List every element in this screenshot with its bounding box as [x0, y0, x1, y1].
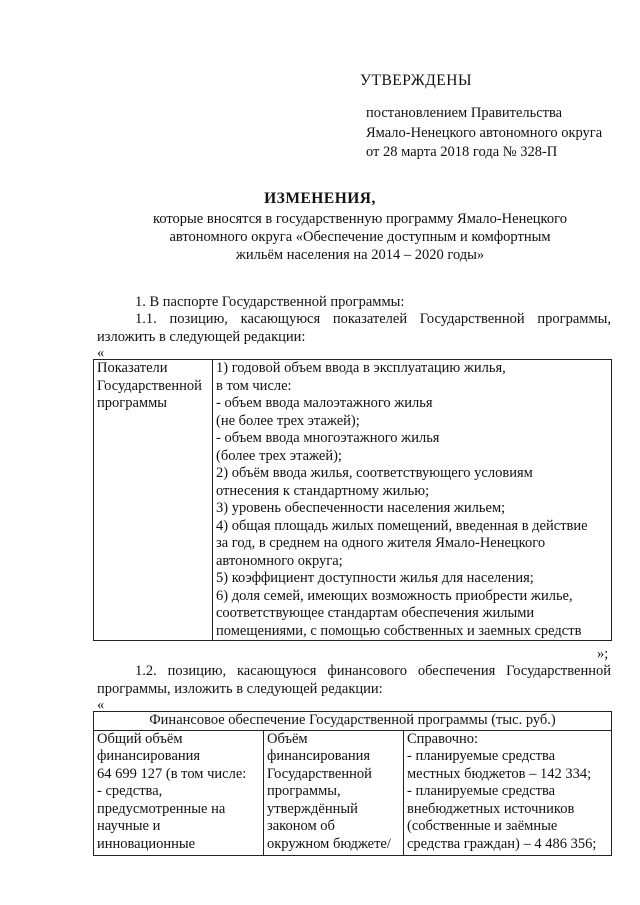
finance-total-cell: [94, 730, 264, 855]
finance-text-line: - средства,: [97, 783, 163, 799]
finance-text-line: Справочно:: [407, 730, 479, 747]
indicator-line: за год, в среднем на одного жителя Ямало-Ненецкого: [216, 535, 546, 551]
approval-line: от 28 марта 2018 года № 328-П: [366, 144, 558, 160]
finance-budget-cell: [264, 730, 404, 855]
finance-reference-cell: [404, 730, 612, 855]
indicator-line: соответствующее стандартам обеспечения жилыми: [216, 605, 535, 621]
indicator-line: 1) годовой объем ввода в эксплуатацию жилья,: [216, 360, 506, 376]
approval-line: постановлением Правительства: [366, 105, 563, 121]
finance-text-line: финансирования: [97, 748, 201, 764]
indicator-line: в том числе:: [216, 377, 292, 394]
close-quote: »;: [597, 646, 609, 662]
finance-text-line: 64 699 127 (в том числе:: [97, 765, 247, 782]
finance-text-line: - планируемые средства: [407, 783, 556, 799]
indicator-line: 2) объём ввода жилья, соответствующего условиям: [216, 465, 533, 481]
indicator-line: 3) уровень обеспеченности населения жильем;: [216, 500, 506, 516]
indicator-line: 6) доля семей, имеющих возможность приобрести жилье,: [216, 587, 573, 604]
finance-text-line: (собственные и заёмные: [407, 818, 558, 834]
document-subtitle: [80, 210, 640, 264]
open-quote: «: [97, 345, 105, 361]
finance-text-line: Общий объём: [97, 730, 183, 747]
open-quote-2: «: [97, 697, 105, 713]
indicator-line: 4) общая площадь жилых помещений, введенная в действие: [216, 517, 588, 534]
finance-text-line: финансирования: [267, 748, 371, 764]
indicator-line: автономного округа;: [216, 552, 343, 569]
approval-details: [366, 104, 602, 163]
finance-text-line: утверждённый: [267, 800, 358, 817]
indicators-label-line: программы: [97, 395, 167, 411]
finance-text-line: Объём: [267, 730, 308, 747]
approval-line: Ямало-Ненецкого автономного округа: [366, 124, 603, 141]
paragraph-1-1-line2: изложить в следующей редакции:: [97, 329, 306, 345]
finance-table: [93, 711, 612, 856]
finance-text-line: научные и: [97, 818, 161, 834]
indicator-line: - объем ввода малоэтажного жилья: [216, 395, 433, 411]
paragraph-1-2-line1: 1.2. позицию, касающуюся финансового обеспечения Государственной: [135, 663, 611, 679]
indicators-list-cell: [213, 360, 612, 641]
indicator-line: - объем ввода многоэтажного жилья: [216, 430, 440, 446]
indicator-line: 5) коэффициент доступности жилья для населения;: [216, 570, 534, 586]
indicator-line: помещениями, с помощью собственных и заемных средств: [216, 622, 582, 639]
indicators-label-line: Государственной: [97, 377, 202, 394]
indicators-label-line: Показатели: [97, 360, 168, 376]
finance-text-line: внебюджетных источников: [407, 800, 575, 817]
paragraph-1-1-line1: 1.1. позицию, касающуюся показателей Государственной программы,: [135, 311, 611, 327]
subtitle-line: которые вносятся в государственную программу Ямало-Ненецкого: [153, 211, 567, 227]
indicators-label-cell: [94, 360, 213, 641]
subtitle-line: жильём населения на 2014 – 2020 годы»: [235, 247, 485, 263]
finance-text-line: инновационные: [97, 835, 196, 852]
finance-text-line: законом об: [267, 818, 335, 834]
finance-text-line: - планируемые средства: [407, 748, 556, 764]
approval-stamp-title: УТВЕРЖДЕНЫ: [360, 72, 472, 89]
finance-text-line: окружном бюджете/: [267, 835, 391, 852]
finance-table-header: Финансовое обеспечение Государственной программы (тыс. руб.): [94, 712, 612, 731]
finance-text-line: предусмотренные на: [97, 800, 226, 817]
indicator-line: (не более трех этажей);: [216, 412, 360, 429]
finance-text-line: местных бюджетов – 142 334;: [407, 765, 592, 782]
finance-text-line: средства граждан) – 4 486 356;: [407, 835, 597, 852]
paragraph-1-2-line2: программы, изложить в следующей редакции:: [97, 681, 383, 697]
finance-text-line: программы,: [267, 783, 341, 799]
document-title: ИЗМЕНЕНИЯ,: [264, 190, 376, 207]
section-heading: 1. В паспорте Государственной программы:: [135, 294, 405, 310]
finance-text-line: Государственной: [267, 765, 372, 782]
indicators-table: [93, 359, 612, 641]
subtitle-line: автономного округа «Обеспечение доступным и комфортным: [169, 229, 551, 245]
indicator-line: (более трех этажей);: [216, 447, 342, 464]
indicator-line: отнесения к стандартному жилью;: [216, 482, 430, 499]
